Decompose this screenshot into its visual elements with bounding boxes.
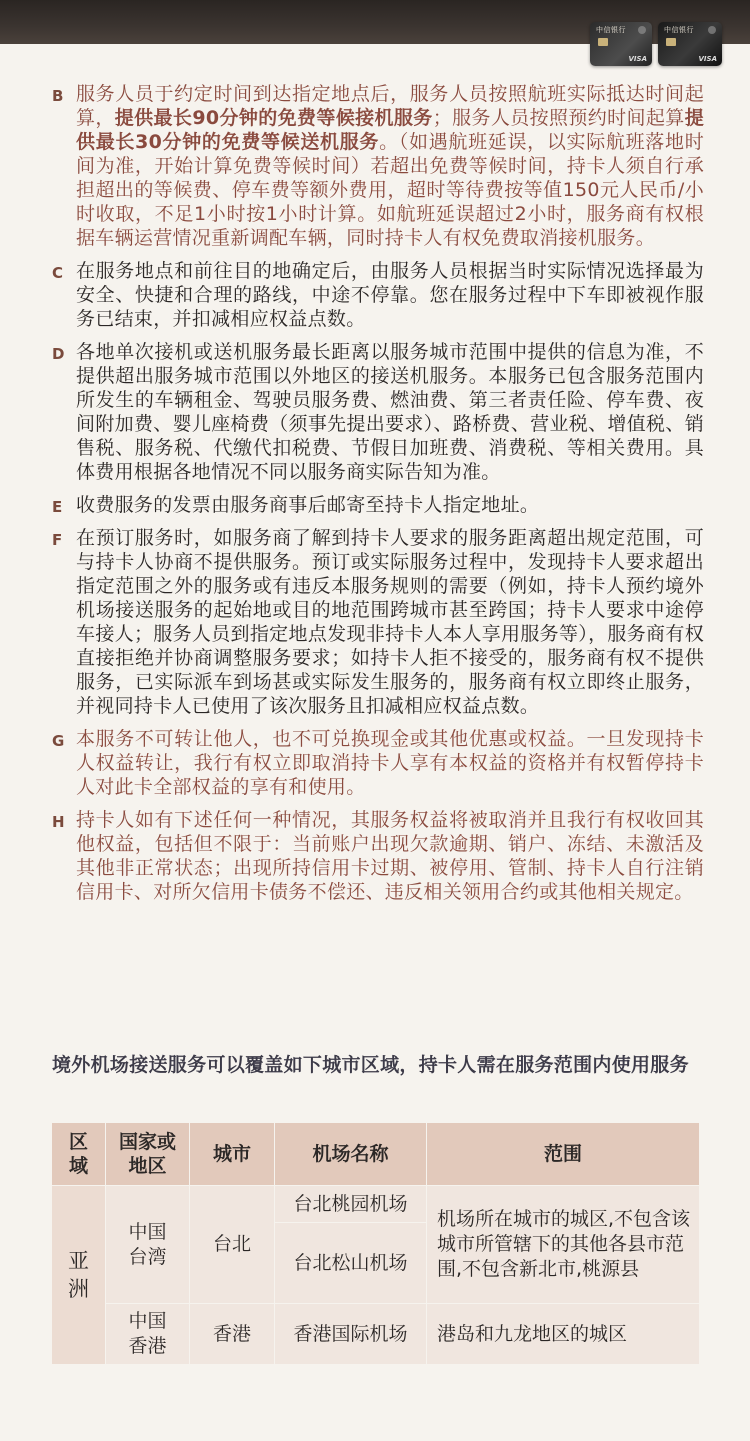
card-chip-icon: [666, 38, 676, 46]
term-text: 收费服务的发票由服务商事后邮寄至持卡人指定地址。: [76, 494, 540, 516]
term-letter: E: [52, 498, 63, 516]
term-text: 各地单次接机或送机服务最长距离以服务城市范围中提供的信息为准，不提供超出服务城市范围以外地区的接送机服务。本服务已包含服务范围内所发生的车辆租金、驾驶员服务费、燃油费、第三者责任险、停车费、夜间附加费、婴儿座椅费（须事先提出要求）、路桥费、营业税、增值税、销售税、服务税、代缴代扣税费、节假日加班费、消费税、等相关费用。具体费用根据各地情况不同以服务商实际告知为准。: [76, 341, 704, 483]
term-letter: B: [52, 87, 64, 105]
country-cell: 中国香港: [106, 1304, 190, 1365]
term-item-c: [52, 259, 704, 331]
term-text: 。（如遇航班延误，以实际航班落地时间为准，开始计算免费等候时间）若超出免费等候时间，持卡人须自行承担超出的等候费、停车费等额外费用，超时等待费按等值150元人民币/小时收取，不足1小时按1小时计算。如航班延误超过2小时，服务商有权根据车辆运营情况重新调配车辆，同时持卡人有权免费取消接机服务。: [76, 131, 704, 249]
term-text: ；服务人员按照预约时间起算: [432, 107, 685, 129]
term-letter: H: [52, 813, 65, 831]
city-cell: 台北: [190, 1186, 275, 1304]
credit-card-image-1: [590, 22, 652, 66]
credit-card-image-2: [658, 22, 722, 66]
card-brand-text: 中信银行: [596, 26, 626, 34]
term-text: 在预订服务时，如服务商了解到持卡人要求的服务距离超出规定范围，可与持卡人协商不提供服务。预订或实际服务过程中，发现持卡人要求超出指定范围之外的服务或有违反本服务规则的需要（例如，持卡人预约境外机场接送服务的起始地或目的地范围跨城市甚至跨国；持卡人要求中途停车接人；服务人员到指定地点发现非持卡人本人享用服务等），服务商有权直接拒绝并协商调整服务要求；如持卡人拒不接受的，服务商有权不提供服务，已实际派车到场甚或实际发生服务的，服务商有权立即终止服务，并视同持卡人已使用了该次服务且扣减相应权益点数。: [76, 527, 704, 717]
airport-cell: 台北松山机场: [275, 1223, 427, 1304]
coverage-table: [51, 1122, 700, 1365]
term-letter: F: [52, 531, 63, 549]
term-item-b: [52, 82, 704, 250]
card-brand-text: 中信银行: [664, 26, 694, 34]
term-item-e: [52, 493, 704, 517]
table-row: [52, 1186, 700, 1223]
country-cell: 中国台湾: [106, 1186, 190, 1304]
table-row: [52, 1304, 700, 1365]
city-cell: 香港: [190, 1304, 275, 1365]
term-item-f: [52, 526, 704, 718]
table-header-row: [52, 1123, 700, 1186]
header-airport: 机场名称: [275, 1123, 427, 1186]
term-text: 在服务地点和前往目的地确定后，由服务人员根据当时实际情况选择最为安全、快捷和合理的路线，中途不停靠。您在服务过程中下车即被视作服务已结束，并扣减相应权益点数。: [76, 260, 704, 330]
card-network-text: VISA: [628, 55, 647, 63]
header-scope: 范围: [427, 1123, 700, 1186]
term-text: 持卡人如有下述任何一种情况，其服务权益将被取消并且我行有权收回其他权益，包括但不限于：当前账户出现欠款逾期、销户、冻结、未激活及其他非正常状态；出现所持信用卡过期、被停用、管制、持卡人自行注销信用卡、对所欠信用卡债务不偿还、违反相关领用合约或其他相关规定。: [76, 809, 704, 903]
scope-cell: 机场所在城市的城区,不包含该城市所管辖下的其他各县市范围,不包含新北市,桃源县: [427, 1186, 700, 1304]
airport-cell: 香港国际机场: [275, 1304, 427, 1365]
card-hologram-icon: [708, 26, 716, 34]
region-cell: 亚洲: [52, 1186, 106, 1365]
term-text: 本服务不可转让他人，也不可兑换现金或其他优惠或权益。一旦发现持卡人权益转让，我行有权立即取消持卡人享有本权益的资格并有权暂停持卡人对此卡全部权益的享有和使用。: [76, 728, 704, 798]
coverage-title: 境外机场接送服务可以覆盖如下城市区域，持卡人需在服务范围内使用服务: [52, 1054, 689, 1076]
term-text: 提供最长30分钟的免费等候送机服务: [76, 107, 705, 153]
term-item-d: [52, 340, 704, 484]
scope-cell: 港岛和九龙地区的城区: [427, 1304, 700, 1365]
term-letter: D: [52, 345, 65, 363]
card-network-text: VISA: [698, 55, 717, 63]
term-letter: C: [52, 264, 64, 282]
header-city: 城市: [190, 1123, 275, 1186]
header-region: 区域: [52, 1123, 106, 1186]
term-item-h: [52, 808, 704, 904]
terms-list: [52, 82, 704, 913]
term-item-g: [52, 727, 704, 799]
card-chip-icon: [598, 38, 608, 46]
term-text: 提供最长90分钟的免费等候接机服务: [114, 107, 433, 129]
header-country: 国家或地区: [106, 1123, 190, 1186]
term-letter: G: [52, 732, 65, 750]
term-text: 服务人员于约定时间到达指定地点后，服务人员按照航班实际抵达时间起算，: [76, 83, 704, 129]
card-hologram-icon: [638, 26, 646, 34]
airport-cell: 台北桃园机场: [275, 1186, 427, 1223]
